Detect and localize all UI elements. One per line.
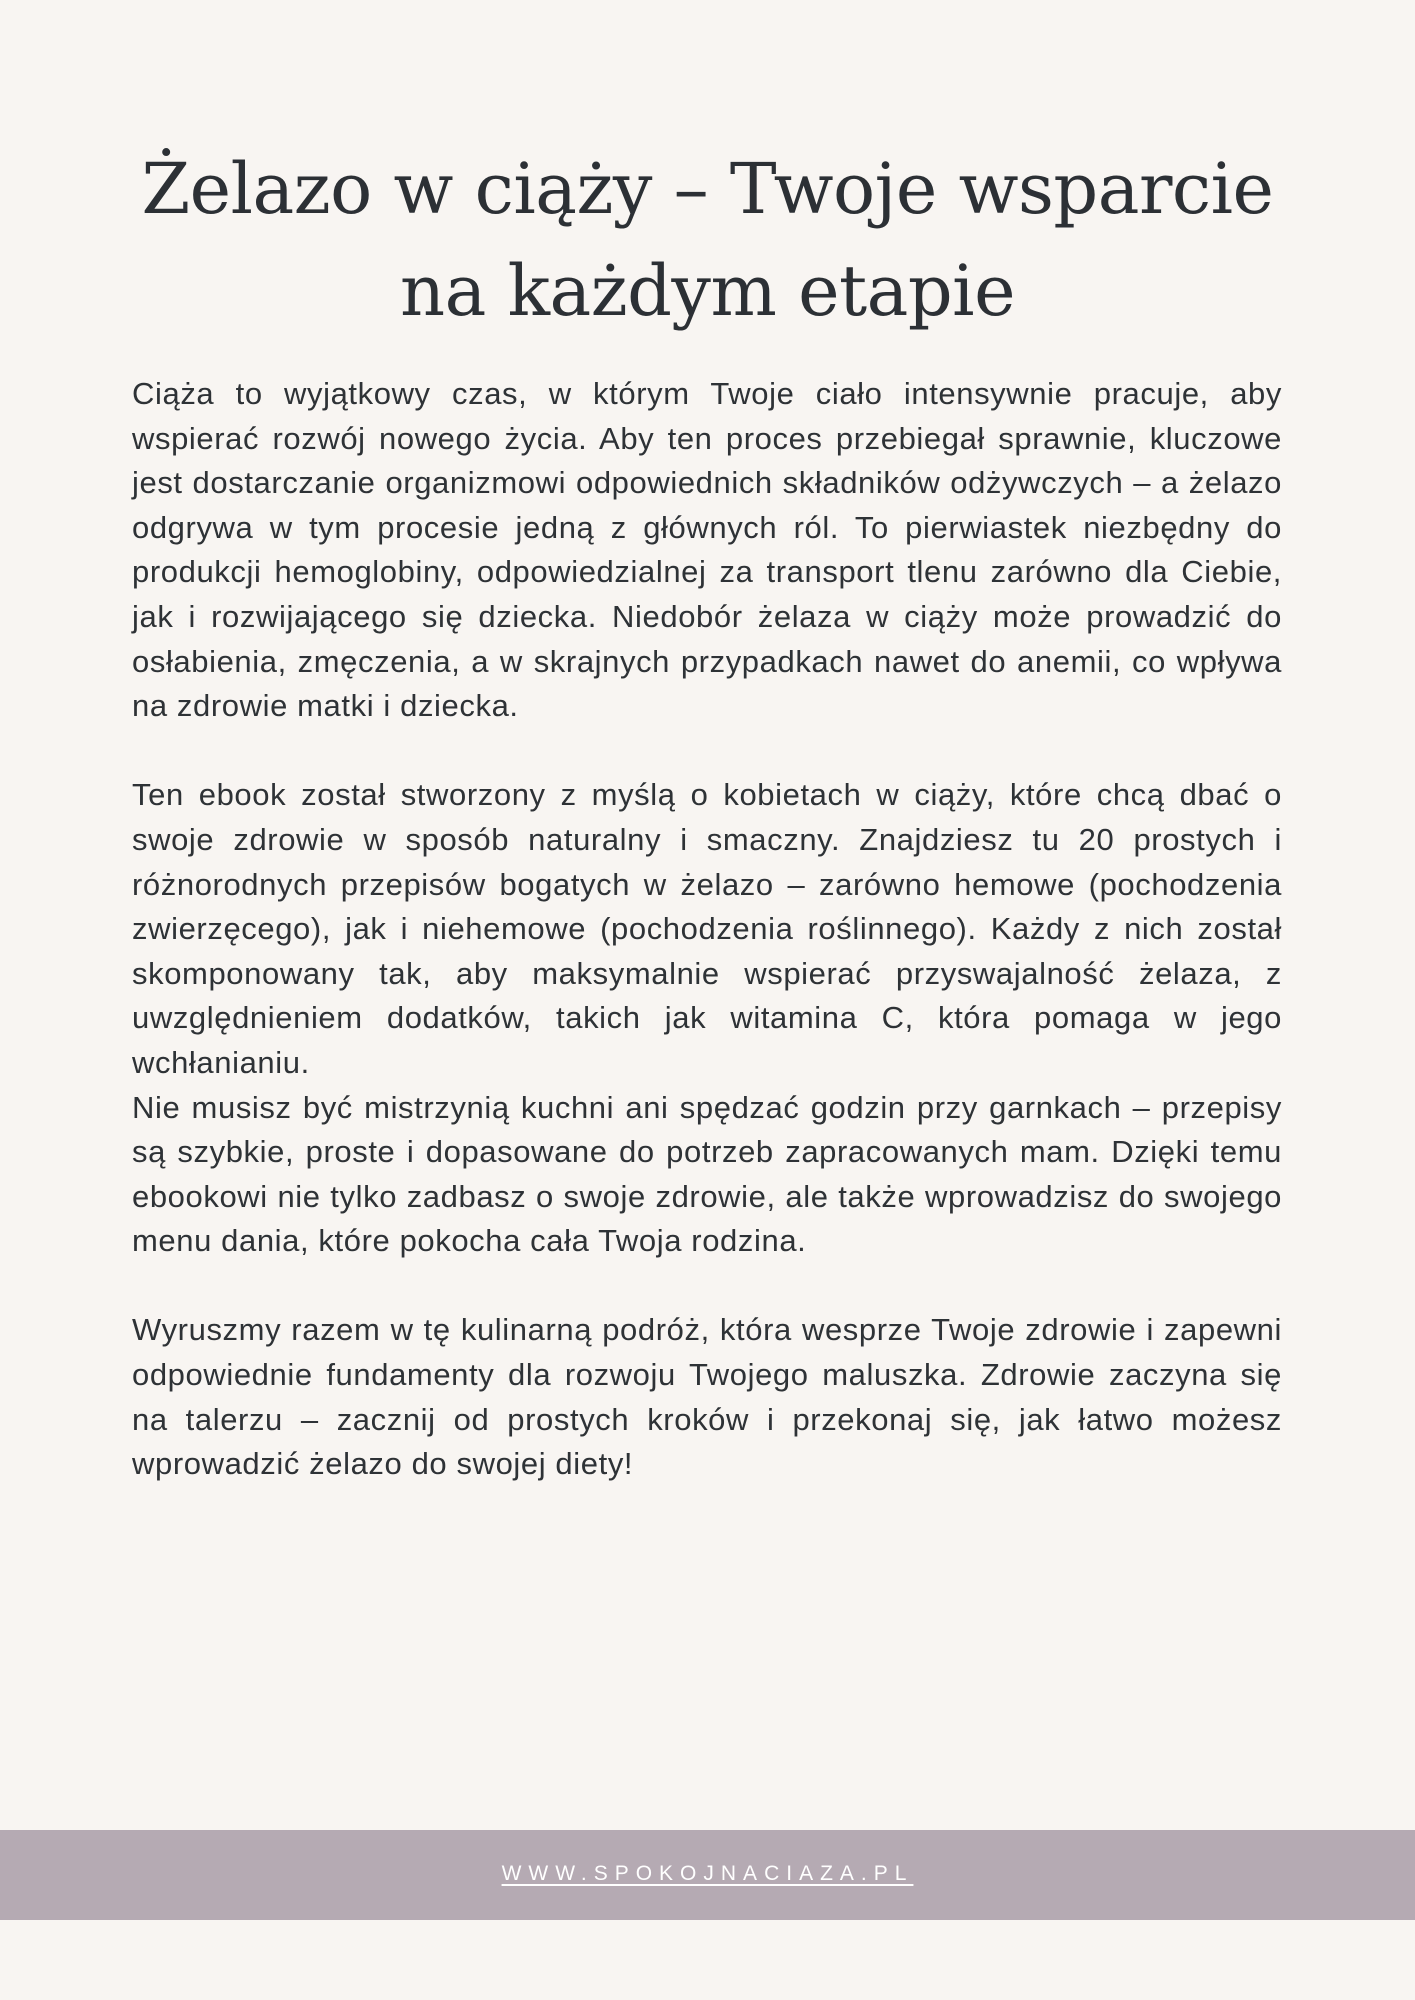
paragraph-spacer (132, 1264, 1282, 1309)
website-link[interactable]: WWW.SPOKOJNACIAZA.PL (501, 1862, 914, 1885)
article-body (132, 372, 1282, 1487)
closing-paragraph: Wyruszmy razem w tę kulinarną podróż, która wesprze Twoje zdrowie i zapewni odpowiednie fundamenty dla rozwoju Twojego maluszka. Zdrowie zaczyna się na talerzu – zacznij od prostych kroków i przekonaj się, jak łatwo możesz wprowadzić żelazo do swojej diety! (132, 1312, 1282, 1482)
page-title (130, 138, 1285, 342)
paragraph-spacer (132, 729, 1282, 774)
page-title-line-2: na każdym etapie (400, 250, 1015, 332)
intro-paragraph: Ciąża to wyjątkowy czas, w którym Twoje ciało intensywnie pracuje, aby wspierać rozwój nowego życia. Aby ten proces przebiegał sprawnie, kluczowe jest dostarczanie organizmowi odpowiednich składników odżywczych – a żelazo odgrywa w tym procesie jedną z głównych ról. To pierwiastek niezbędny do produkcji hemoglobiny, odpowiedzialnej za transport tlenu zarówno dla Ciebie, jak i rozwijającego się dziecka. Niedobór żelaza w ciąży może prowadzić do osłabienia, zmęczenia, a w skrajnych przypadkach nawet do anemii, co wpływa na zdrowie matki i dziecka. (132, 376, 1282, 724)
page-title-line-1: Żelazo w ciąży – Twoje wsparcie (141, 148, 1274, 230)
ebook-description-paragraph: Ten ebook został stworzony z myślą o kobietach w ciąży, które chcą dbać o swoje zdrowie w sposób naturalny i smaczny. Znajdziesz tu 20 prostych i różnorodnych przepisów bogatych w żelazo – zarówno hemowe (pochodzenia zwierzęcego), jak i niehemowe (pochodzenia roślinnego). Każdy z nich został skomponowany tak, aby maksymalnie wspierać przyswajalność żelaza, z uwzględnieniem dodatków, takich jak witamina C, która pomaga w jego wchłanianiu. (132, 777, 1282, 1080)
quick-recipes-paragraph: Nie musisz być mistrzynią kuchni ani spędzać godzin przy garnkach – przepisy są szybkie, proste i dopasowane do potrzeb zapracowanych mam. Dzięki temu ebookowi nie tylko zadbasz o swoje zdrowie, ale także wprowadzisz do swojego menu dania, które pokocha cała Twoja rodzina. (132, 1089, 1282, 1259)
